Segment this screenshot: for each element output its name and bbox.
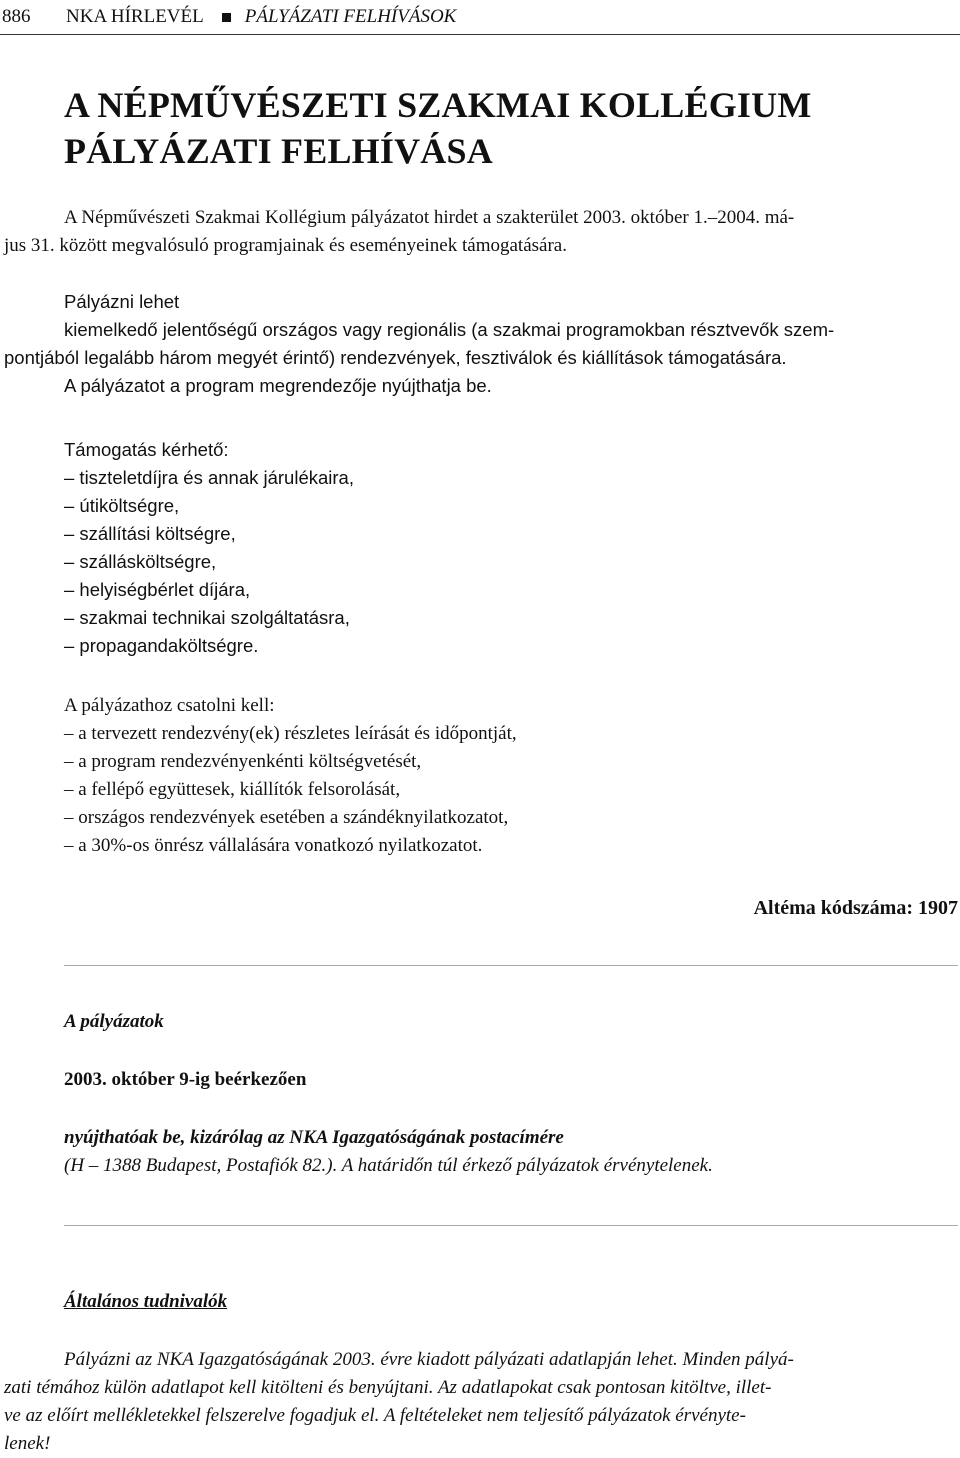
support-heading: Támogatás kérhető: [64,439,229,460]
list-item: – a 30%-os önrész vállalására vonatkozó nyilatkozatot. [64,835,483,856]
square-bullet-icon [222,13,231,22]
attachments-list [64,720,517,860]
attachments-section [64,692,517,860]
list-item: – a program rendezvényenkénti költségvetését, [64,751,422,772]
general-line-1: Pályázni az NKA Igazgatóságának 2003. évre kiadott pályázati adatlapján lehet. Minden pályá- [64,1349,794,1370]
intro-paragraph [64,204,794,232]
intro-paragraph-continued [4,232,567,260]
general-heading: Általános tudnivalók [64,1291,228,1312]
list-item: – tiszteletdíjra és annak járulékaira, [64,467,354,488]
deadline-date: 2003. október 9-ig beérkezően [64,1069,307,1090]
page-title [64,82,812,174]
eligibility-line-1: kiemelkedő jelentőségű országos vagy regionális (a szakmai programokban résztvevők szem- [64,319,835,340]
support-list [64,464,354,660]
eligibility-line-2: pontjából legalább három megyét érintő) rendezvények, fesztiválok és kiállítások támogatására. [4,347,787,368]
divider-1 [64,965,958,966]
list-item: – helyiségbérlet díjára, [64,579,251,600]
postal-address: (H – 1388 Budapest, Postafiók 82.). A határidőn túl érkező pályázatok érvénytelenek. [64,1155,713,1176]
list-item: – propagandaköltségre. [64,635,259,656]
list-item: – szállítási költségre, [64,523,236,544]
intro-line-1: A Népművészeti Szakmai Kollégium pályázatot hirdet a szakterület 2003. október 1.–2004. má- [64,207,795,228]
list-item: – szállásköltségre, [64,551,217,572]
section-name: PÁLYÁZATI FELHÍVÁSOK [244,6,457,27]
general-line-2: zati témához külön adatlapot kell kitölteni és benyújtani. Az adatlapokat csak pontosan kitöltve, illet- [4,1377,772,1398]
divider-2 [64,1225,958,1226]
page-number: 886 [2,6,31,27]
eligibility-line-3: A pályázatot a program megrendezője nyújthatja be. [64,375,492,396]
title-line-1: A NÉPMŰVÉSZETI SZAKMAI KOLLÉGIUM [64,85,812,125]
page-header [0,0,960,35]
list-item: – szakmai technikai szolgáltatásra, [64,607,350,628]
eligibility-heading: Pályázni lehet [64,291,180,312]
deadline-heading: A pályázatok [64,1011,164,1032]
attachments-heading: A pályázathoz csatolni kell: [64,695,275,716]
submission-info: nyújthatóak be, kizárólag az NKA Igazgatóságának postacímére [64,1127,564,1148]
title-line-2: PÁLYÁZATI FELHÍVÁSA [64,131,493,171]
support-section [64,436,354,660]
list-item: – útiköltségre, [64,495,180,516]
list-item: – országos rendezvények esetében a szándéknyilatkozatot, [64,807,509,828]
subtopic-code: Altéma kódszáma: 1907 [753,897,958,919]
list-item: – a tervezett rendezvény(ek) részletes leírását és időpontját, [64,723,517,744]
publication-name: NKA HÍRLEVÉL [66,6,204,27]
list-item: – a fellépő együttesek, kiállítók felsorolását, [64,779,401,800]
general-line-3: ve az előírt mellékletekkel felszerelve fogadjuk el. A feltételeket nem teljesítő pályázatok érvényte- [4,1405,746,1426]
general-line-4: lenek! [4,1433,51,1454]
intro-line-2: jus 31. között megvalósuló programjainak és eseményeinek támogatására. [4,235,567,256]
